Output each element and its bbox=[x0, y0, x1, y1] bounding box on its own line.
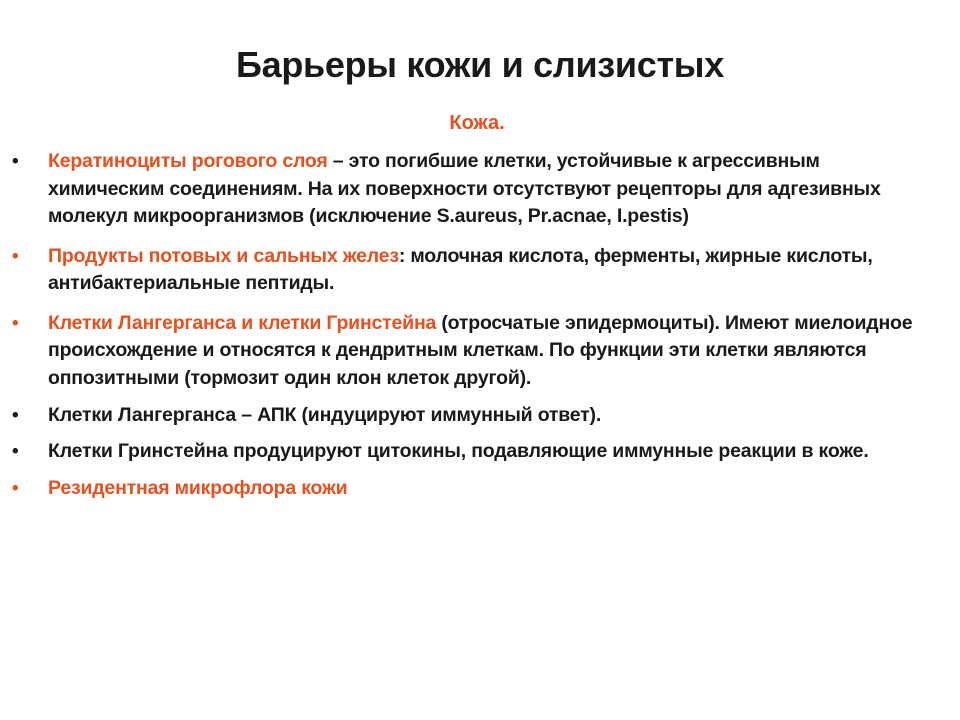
bullet-highlight: Резидентная микрофлора кожи bbox=[48, 477, 348, 499]
bullet-icon: • bbox=[12, 478, 19, 499]
bullet-text: Клетки Гринстейна продуцируют цитокины, подавляющие иммунные реакции в коже. bbox=[48, 439, 869, 462]
bullet-highlight: Клетки Лангерганса и клетки Гринстейна bbox=[48, 311, 437, 334]
bullet-icon: • bbox=[12, 440, 19, 462]
bullet-text: : молочная кислота, ферменты, жирные кислоты, антибактериальные пептиды. bbox=[48, 244, 873, 294]
bullet-highlight: Продукты потовых и сальных желез bbox=[48, 244, 399, 267]
bullet-text: Клетки Лангерганса – АПК (индуцируют иммунный ответ). bbox=[48, 404, 602, 426]
bullet-item bbox=[10, 475, 940, 503]
bullet-icon: • bbox=[12, 245, 19, 267]
bullet-text: – это погибшие клетки, устойчивые к агрессивным химическим соединениям. На их поверхности отсутствуют рецепторы для адгезивных молекул микроорганизмов (исключение S.aureus, Pr.acnae, I.pestis) bbox=[48, 150, 881, 227]
bullet-icon: • bbox=[12, 312, 19, 334]
bullet-item bbox=[10, 243, 940, 298]
bullet-text: (отросчатые эпидермоциты). Имеют миелоидное происхождение и относятся к дендритным клеткам. По функции эти клетки являются оппозитными (тормозит один клон клеток другой). bbox=[48, 311, 913, 389]
bullet-highlight: Кератиноциты рогового слоя bbox=[48, 150, 328, 172]
bullet-item bbox=[10, 438, 940, 466]
slide-subtitle: Кожа. bbox=[449, 112, 505, 134]
bullet-item bbox=[10, 148, 940, 231]
bullet-icon: • bbox=[12, 151, 19, 172]
bullet-item bbox=[10, 402, 940, 430]
bullet-list bbox=[10, 148, 940, 511]
bullet-icon: • bbox=[12, 405, 19, 426]
slide-title: Барьеры кожи и слизистых bbox=[236, 44, 724, 85]
bullet-item bbox=[10, 310, 940, 393]
